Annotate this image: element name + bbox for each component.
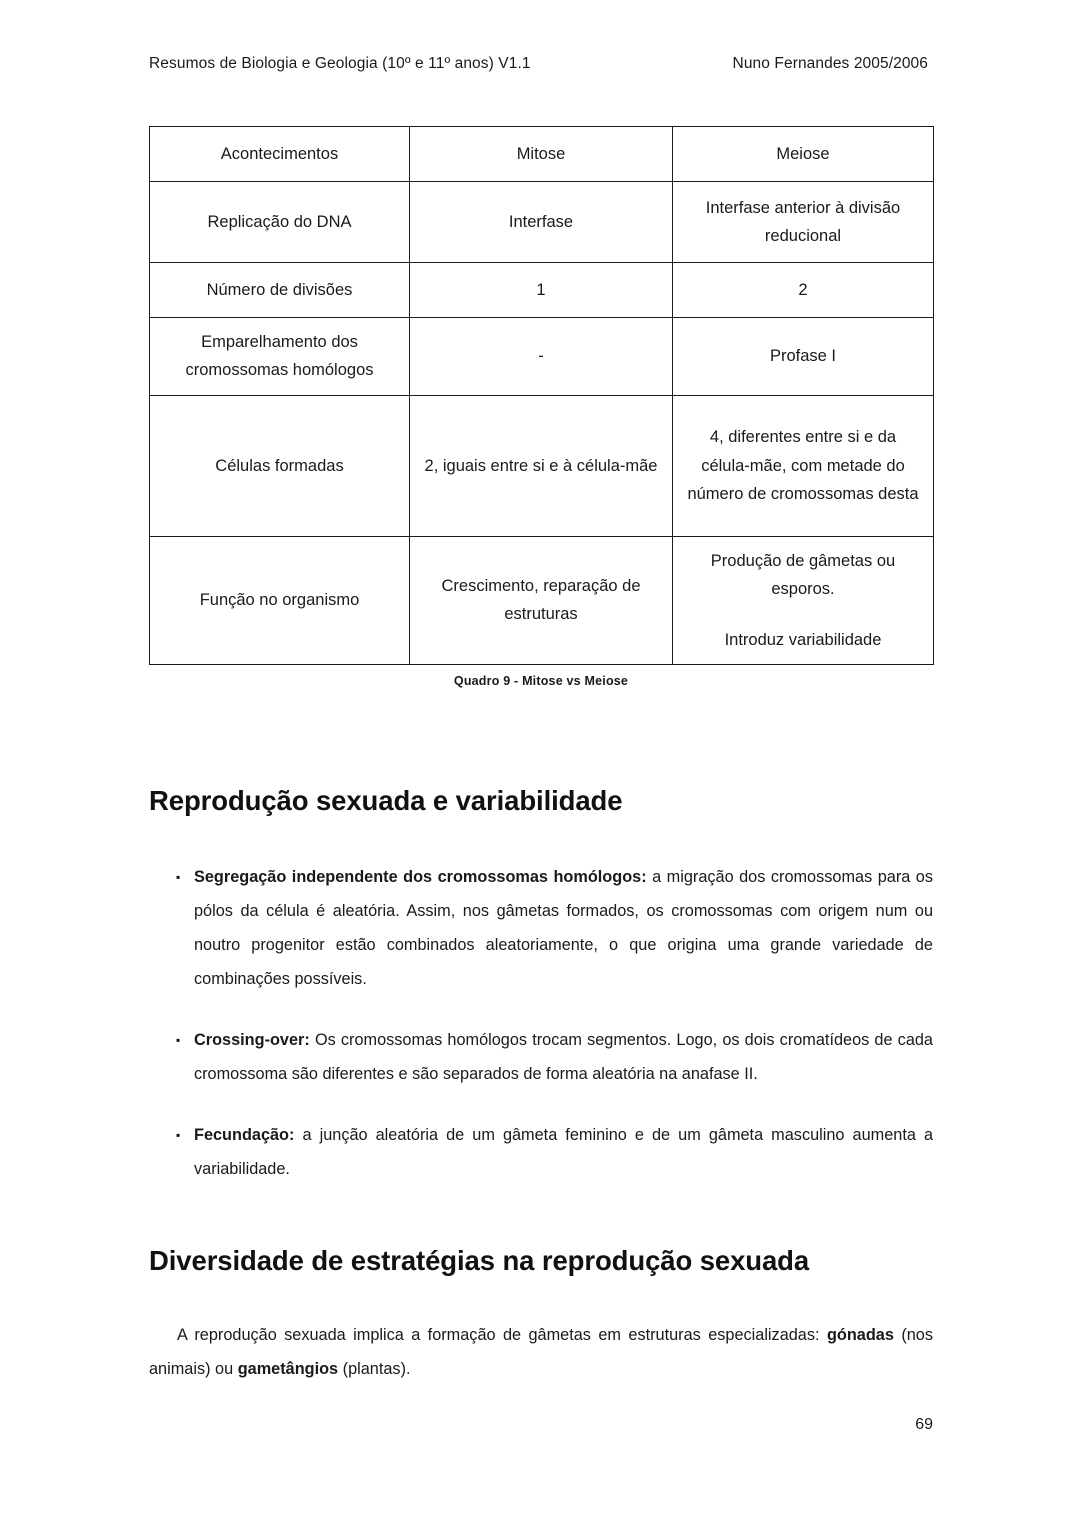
closing-bold-gametangios: gametângios (237, 1360, 339, 1379)
bullet-term-fecundacao: Fecundação: (194, 1125, 295, 1144)
table-row (150, 395, 934, 536)
closing-text-part1: A reprodução sexuada implica a formação de gâmetas em estruturas especializadas: (177, 1326, 827, 1345)
bullet-text-segregacao: a migração dos cromossomas para os pólos da célula é aleatória. Assim, nos gâmetas formados, os cromossomas com origem num ou noutro progenitor estão combinados aleatoriamente, o que origina uma grande variedade de combinações possíveis. (194, 868, 933, 988)
table-row (150, 318, 934, 396)
cell-mitose-replicacao-dna: Interfase (410, 182, 673, 263)
row-label-replicacao-dna: Replicação do DNA (150, 182, 410, 263)
closing-paragraph (149, 1319, 933, 1387)
list-item (149, 1024, 933, 1092)
table-header-row (150, 127, 934, 182)
bullet-text-crossing-over: Os cromossomas homólogos trocam segmentos. Logo, os dois cromatídeos de cada cromossoma são diferentes e são separados de forma aleatória na anafase II. (194, 1030, 933, 1083)
cell-meiose-funcao-line2: Introduz variabilidade (724, 630, 882, 649)
row-label-emparelhamento: Emparelhamento dos cromossomas homólogos (150, 318, 410, 396)
cell-paragraph-gap (685, 604, 921, 626)
column-header-acontecimentos: Acontecimentos (150, 127, 410, 182)
header-title-left: Resumos de Biologia e Geologia (10º e 11º anos) V1.1 (149, 55, 531, 72)
list-item (149, 861, 933, 997)
cell-meiose-funcao-line1: Produção de gâmetas ou esporos. (710, 551, 896, 599)
list-item (149, 1119, 933, 1187)
column-header-mitose: Mitose (410, 127, 673, 182)
mitose-meiose-table-container (149, 126, 933, 688)
variability-bullet-list (149, 845, 933, 1186)
table-row (150, 536, 934, 664)
square-bullet-icon: ▪ (176, 1127, 181, 1142)
cell-meiose-emparelhamento: Profase I (673, 318, 934, 396)
table-row (150, 263, 934, 318)
closing-text-part3: (plantas). (338, 1360, 411, 1379)
document-header (149, 55, 928, 73)
row-label-celulas-formadas: Células formadas (150, 395, 410, 536)
square-bullet-icon: ▪ (176, 1032, 181, 1047)
bullet-term-segregacao: Segregação independente dos cromossomas homólogos: (194, 868, 647, 887)
closing-bold-gonadas: gónadas (826, 1326, 894, 1345)
cell-meiose-numero-divisoes: 2 (673, 263, 934, 318)
cell-mitose-funcao-organismo: Crescimento, reparação de estruturas (410, 536, 673, 664)
table-row (150, 182, 934, 263)
cell-mitose-numero-divisoes: 1 (410, 263, 673, 318)
cell-meiose-funcao-organismo (673, 536, 934, 664)
bullet-term-crossing-over: Crossing-over: (194, 1030, 310, 1049)
cell-mitose-celulas-formadas: 2, iguais entre si e à célula-mãe (410, 395, 673, 536)
cell-meiose-replicacao-dna: Interfase anterior à divisão reducional (673, 182, 934, 263)
square-bullet-icon: ▪ (176, 870, 181, 885)
page-number: 69 (915, 1416, 933, 1433)
row-label-funcao-organismo: Função no organismo (150, 536, 410, 664)
cell-mitose-emparelhamento: - (410, 318, 673, 396)
closing-text-part2: (nos animais) ou (149, 1326, 933, 1379)
section-heading-reproducao-sexuada-variabilidade: Reprodução sexuada e variabilidade (149, 785, 623, 816)
bullet-text-fecundacao: a junção aleatória de um gâmeta feminino e de um gâmeta masculino aumenta a variabilidade. (194, 1125, 933, 1178)
cell-meiose-celulas-formadas: 4, diferentes entre si e da célula-mãe, com metade do número de cromossomas desta (673, 395, 934, 536)
row-label-numero-divisoes: Número de divisões (150, 263, 410, 318)
header-author-right: Nuno Fernandes 2005/2006 (732, 55, 928, 72)
section-heading-diversidade-estrategias: Diversidade de estratégias na reprodução sexuada (149, 1245, 810, 1276)
column-header-meiose: Meiose (673, 127, 934, 182)
mitose-meiose-table (149, 126, 934, 665)
table-caption: Quadro 9 - Mitose vs Meiose (453, 673, 629, 688)
